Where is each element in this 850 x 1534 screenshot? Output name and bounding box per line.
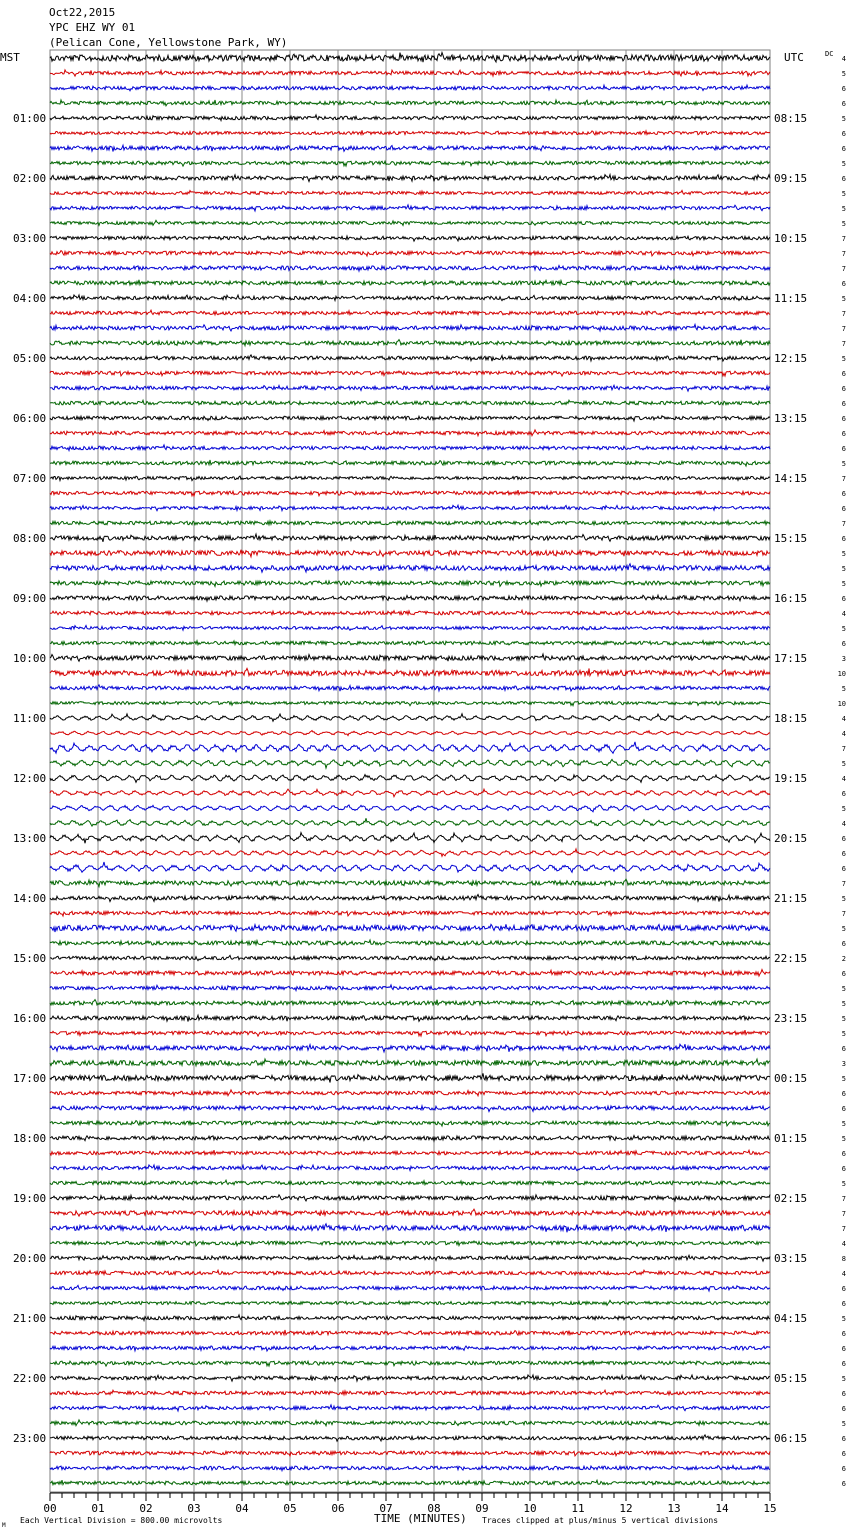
trace-row [50,849,770,856]
dc-offset-value: 6 [841,85,846,93]
dc-offset-value: 4 [841,730,846,738]
right-hour-label: 19:15 [774,772,808,785]
trace-row [50,955,770,960]
trace-row [50,1420,770,1426]
trace-row [50,191,770,195]
dc-offset-value: 6 [841,445,846,453]
dc-offset-value: 6 [841,970,846,978]
dc-offset-value: 7 [841,265,846,273]
dc-offset-value: 5 [841,760,846,768]
dc-offset-value: 5 [841,580,846,588]
left-hour-label: 14:00 [13,892,47,905]
dc-offset-value: 5 [841,1120,846,1128]
x-tick-label: 10 [523,1502,537,1515]
x-tick-label: 12 [619,1502,633,1515]
trace-row [50,1451,770,1456]
trace-row [50,1224,770,1233]
trace-row [50,685,770,691]
trace-row [50,1241,770,1246]
dc-offset-value: 7 [841,1195,846,1203]
trace-row [50,310,770,315]
trace-row [50,520,770,525]
dc-offset-value: 6 [841,505,846,513]
dc-offset-value: 7 [841,1210,846,1218]
dc-offset-value: 6 [841,1345,846,1353]
trace-row [50,416,770,421]
trace-row [50,476,770,481]
left-hour-label: 01:00 [13,112,47,125]
right-hour-label: 13:15 [774,412,808,425]
left-hour-label: 10:00 [13,652,47,665]
dc-offset-value: 6 [841,595,846,603]
dc-offset-value: 6 [841,400,846,408]
dc-offset-value: 6 [841,1285,846,1293]
trace-row [50,236,770,241]
left-hour-label: 06:00 [13,412,47,425]
dc-offset-value: 7 [841,475,846,483]
trace-row [50,895,770,902]
dc-offset-value: 5 [841,895,846,903]
dc-offset-value: 6 [841,430,846,438]
trace-row [50,714,770,721]
left-hour-label: 09:00 [13,592,47,605]
trace-row [50,1000,770,1006]
trace-row [50,805,770,812]
trace-row [50,53,770,63]
dc-offset-value: 5 [841,1030,846,1038]
trace-row [50,1209,770,1216]
x-tick-label: 11 [571,1502,585,1515]
trace-row [50,266,770,272]
dc-offset-value: 6 [841,1360,846,1368]
dc-offset-value: 7 [841,880,846,888]
x-tick-label: 08 [427,1502,441,1515]
dc-offset-value: 4 [841,55,846,63]
minute-gridlines [50,50,770,1492]
trace-row [50,1106,770,1112]
left-hour-label: 11:00 [13,712,47,725]
plot-frame [50,50,770,1492]
dc-offset-value: 5 [841,1375,846,1383]
dc-offset-value: 6 [841,1165,846,1173]
trace-row [50,130,770,135]
dc-offset-value: 6 [841,130,846,138]
right-hour-label: 15:15 [774,532,808,545]
left-hour-label: 20:00 [13,1252,47,1265]
trace-row [50,1136,770,1142]
dc-offset-value: 6 [841,1390,846,1398]
right-hour-label: 00:15 [774,1072,808,1085]
trace-row [50,1375,770,1381]
trace-row [50,445,770,451]
right-hour-label: 14:15 [774,472,808,485]
right-hour-label: 18:15 [774,712,808,725]
dc-offset-value: 7 [841,310,846,318]
dc-offset-value: 7 [841,340,846,348]
dc-offset-value: 6 [841,1480,846,1488]
dc-offset-value: 5 [841,985,846,993]
trace-row [50,1390,770,1395]
x-tick-label: 01 [91,1502,105,1515]
dc-offset-value: 5 [841,190,846,198]
dc-offset-value: 5 [841,1135,846,1143]
dc-offset-value: 4 [841,775,846,783]
trace-row [50,879,770,886]
trace-row [50,911,770,916]
trace-row [50,371,770,376]
dc-offset-value: 4 [841,820,846,828]
dc-offset-value: 6 [841,370,846,378]
trace-row [50,1015,770,1021]
right-hour-label: 23:15 [774,1012,808,1025]
trace-row [50,1073,770,1082]
trace-row [50,595,770,601]
trace-row [50,490,770,496]
trace-row [50,160,770,166]
dc-offset-value: 6 [841,940,846,948]
left-hour-label: 18:00 [13,1132,47,1145]
trace-row [50,430,770,436]
dc-offset-value: 5 [841,685,846,693]
trace-row [50,115,770,121]
dc-offset-value: 6 [841,415,846,423]
trace-row [50,1030,770,1036]
trace-row [50,924,770,932]
dc-offset-value: 6 [841,1405,846,1413]
right-hour-label: 21:15 [774,892,808,905]
dc-offset-value: 7 [841,1225,846,1233]
dc-offset-value: 5 [841,220,846,228]
dc-offset-value: 5 [841,805,846,813]
dc-offset-value: 6 [841,1330,846,1338]
right-hour-label: 17:15 [774,652,808,665]
trace-row [50,1195,770,1201]
trace-row [50,1044,770,1052]
dc-offset-value: 6 [841,145,846,153]
left-hour-labels [13,112,46,1445]
right-hour-labels [774,112,807,1445]
trace-row [50,1360,770,1366]
dc-offset-value: 7 [841,250,846,258]
dc-offset-value: 7 [841,520,846,528]
left-hour-label: 12:00 [13,772,47,785]
left-hour-label: 19:00 [13,1192,47,1205]
left-hour-label: 08:00 [13,532,47,545]
trace-row [50,355,770,361]
dc-offset-value: 6 [841,1435,846,1443]
right-hour-label: 05:15 [774,1372,808,1385]
left-hour-label: 07:00 [13,472,47,485]
right-axis-label: UTC [784,51,804,64]
dc-offset-value: 5 [841,1315,846,1323]
trace-row [50,818,770,826]
trace-row [50,1315,770,1321]
left-hour-label: 13:00 [13,832,47,845]
dc-offset-value: 6 [841,865,846,873]
dc-offset-value: 6 [841,790,846,798]
dc-offset-value: 5 [841,295,846,303]
dc-offset-value: 5 [841,160,846,168]
trace-row [50,1121,770,1126]
trace-row [50,295,770,301]
dc-offset-value: 5 [841,70,846,78]
trace-row [50,85,770,91]
dc-offset-value: 4 [841,1270,846,1278]
trace-row [50,1090,770,1096]
x-tick-label: 03 [187,1502,201,1515]
left-hour-label: 16:00 [13,1012,47,1025]
left-hour-label: 23:00 [13,1432,47,1445]
dc-offset-value: 4 [841,1240,846,1248]
x-tick-label: 00 [43,1502,57,1515]
trace-row [50,641,770,646]
right-hour-label: 16:15 [774,592,808,605]
trace-row [50,1346,770,1351]
dc-offset-value: 5 [841,355,846,363]
trace-row [50,145,770,151]
corner-mark: M [2,1522,6,1529]
header-date: Oct22,2015 [49,6,116,19]
dc-offset-value: 7 [841,745,846,753]
trace-row [50,400,770,405]
trace-row [50,654,770,661]
trace-row [50,325,770,331]
dc-offset-value: 7 [841,910,846,918]
x-tick-label: 02 [139,1502,153,1515]
trace-row [50,742,770,753]
clip-note: Traces clipped at plus/minus 5 vertical divisions [482,1516,719,1525]
dc-offset-value: 5 [841,1000,846,1008]
trace-row [50,626,770,631]
header-location: (Pelican Cone, Yellowstone Park, WY) [49,36,288,49]
trace-row [50,205,770,211]
trace-row [50,1059,770,1066]
right-hour-label: 22:15 [774,952,808,965]
dc-offset-value: 5 [841,1180,846,1188]
trace-row [50,775,770,783]
dc-offset-value: 5 [841,625,846,633]
left-axis-label: MST [0,51,20,64]
left-hour-label: 04:00 [13,292,47,305]
trace-row [50,970,770,977]
dc-offset-value: 7 [841,235,846,243]
dc-offset-value: 3 [841,655,846,663]
dc-offset-value: 6 [841,835,846,843]
trace-row [50,581,770,587]
dc-offset-value: 6 [841,1465,846,1473]
left-hour-label: 22:00 [13,1372,47,1385]
right-hour-label: 20:15 [774,832,808,845]
right-hour-label: 08:15 [774,112,808,125]
trace-row [50,1405,770,1411]
dc-offset-value: 6 [841,640,846,648]
left-hour-label: 21:00 [13,1312,47,1325]
left-hour-label: 17:00 [13,1072,47,1085]
right-hour-label: 12:15 [774,352,808,365]
left-hour-label: 05:00 [13,352,47,365]
scale-note: Each Vertical Division = 800.00 microvolts [20,1516,223,1525]
dc-offset-value: 4 [841,715,846,723]
x-tick-label: 15 [763,1502,777,1515]
trace-row [50,1466,770,1471]
dc-label: DC [825,50,834,58]
right-hour-label: 06:15 [774,1432,808,1445]
trace-row [50,220,770,225]
trace-row [50,701,770,706]
trace-row [50,534,770,542]
dc-offset-value: 6 [841,535,846,543]
dc-offset-value: 5 [841,1420,846,1428]
dc-offset-value: 6 [841,1450,846,1458]
right-hour-label: 01:15 [774,1132,808,1145]
trace-row [50,1285,770,1291]
trace-row [50,1330,770,1335]
trace-row [50,668,770,676]
x-tick-label: 06 [331,1502,345,1515]
x-tick-label: 13 [667,1502,681,1515]
trace-row [50,385,770,391]
trace-row [50,100,770,106]
dc-offset-value: 3 [841,1060,846,1068]
trace-row [50,985,770,991]
dc-offset-value: 6 [841,1300,846,1308]
dc-offset-value: 6 [841,490,846,498]
right-hour-label: 02:15 [774,1192,808,1205]
dc-offset-value: 10 [837,700,846,708]
dc-offset-value: 4 [841,610,846,618]
trace-row [50,833,770,844]
trace-row [50,1165,770,1171]
dc-offset-value: 6 [841,175,846,183]
x-tick-label: 14 [715,1502,729,1515]
right-hour-label: 04:15 [774,1312,808,1325]
dc-offset-value: 8 [841,1255,846,1263]
x-tick-label: 07 [379,1502,393,1515]
trace-row [50,460,770,466]
dc-offset-value: 6 [841,850,846,858]
trace-row [50,731,770,736]
dc-offset-value: 5 [841,1075,846,1083]
trace-row [50,251,770,256]
trace-row [50,940,770,945]
right-hour-label: 11:15 [774,292,808,305]
trace-row [50,1270,770,1275]
trace-row [50,564,770,572]
trace-row [50,789,770,797]
trace-row [50,1435,770,1441]
dc-offset-value: 5 [841,1015,846,1023]
right-hour-label: 09:15 [774,172,808,185]
dc-offset-value: 6 [841,1150,846,1158]
trace-row [50,1480,770,1485]
trace-row [50,862,770,872]
dc-offset-value: 5 [841,115,846,123]
trace-row [50,1300,770,1305]
trace-row [50,550,770,557]
right-hour-label: 10:15 [774,232,808,245]
right-hour-label: 03:15 [774,1252,808,1265]
trace-row [50,610,770,615]
trace-row [50,759,770,768]
dc-offset-value: 5 [841,460,846,468]
left-hour-label: 15:00 [13,952,47,965]
trace-row [50,340,770,346]
trace-row [50,1150,770,1155]
dc-offset-values [838,55,846,1488]
x-tick-label: 04 [235,1502,249,1515]
dc-offset-value: 5 [841,565,846,573]
left-hour-label: 03:00 [13,232,47,245]
trace-row [50,1255,770,1261]
dc-offset-value: 6 [841,385,846,393]
dc-offset-value: 5 [841,205,846,213]
header-station: YPC EHZ WY 01 [49,21,136,34]
dc-offset-value: 5 [841,550,846,558]
trace-row [50,70,770,76]
x-axis-title: TIME (MINUTES) [374,1512,467,1525]
x-tick-label: 05 [283,1502,297,1515]
left-hour-label: 02:00 [13,172,47,185]
trace-row [50,505,770,510]
seismic-traces [50,53,770,1485]
trace-row [50,1180,770,1185]
dc-offset-value: 5 [841,925,846,933]
dc-offset-value: 2 [841,955,846,963]
x-tick-label: 09 [475,1502,489,1515]
dc-offset-value: 6 [841,1090,846,1098]
dc-offset-value: 6 [841,280,846,288]
dc-offset-value: 6 [841,100,846,108]
dc-offset-value: 6 [841,1045,846,1053]
dc-offset-value: 7 [841,325,846,333]
dc-offset-value: 10 [837,670,846,678]
trace-row [50,280,770,285]
dc-offset-value: 6 [841,1105,846,1113]
trace-row [50,175,770,182]
